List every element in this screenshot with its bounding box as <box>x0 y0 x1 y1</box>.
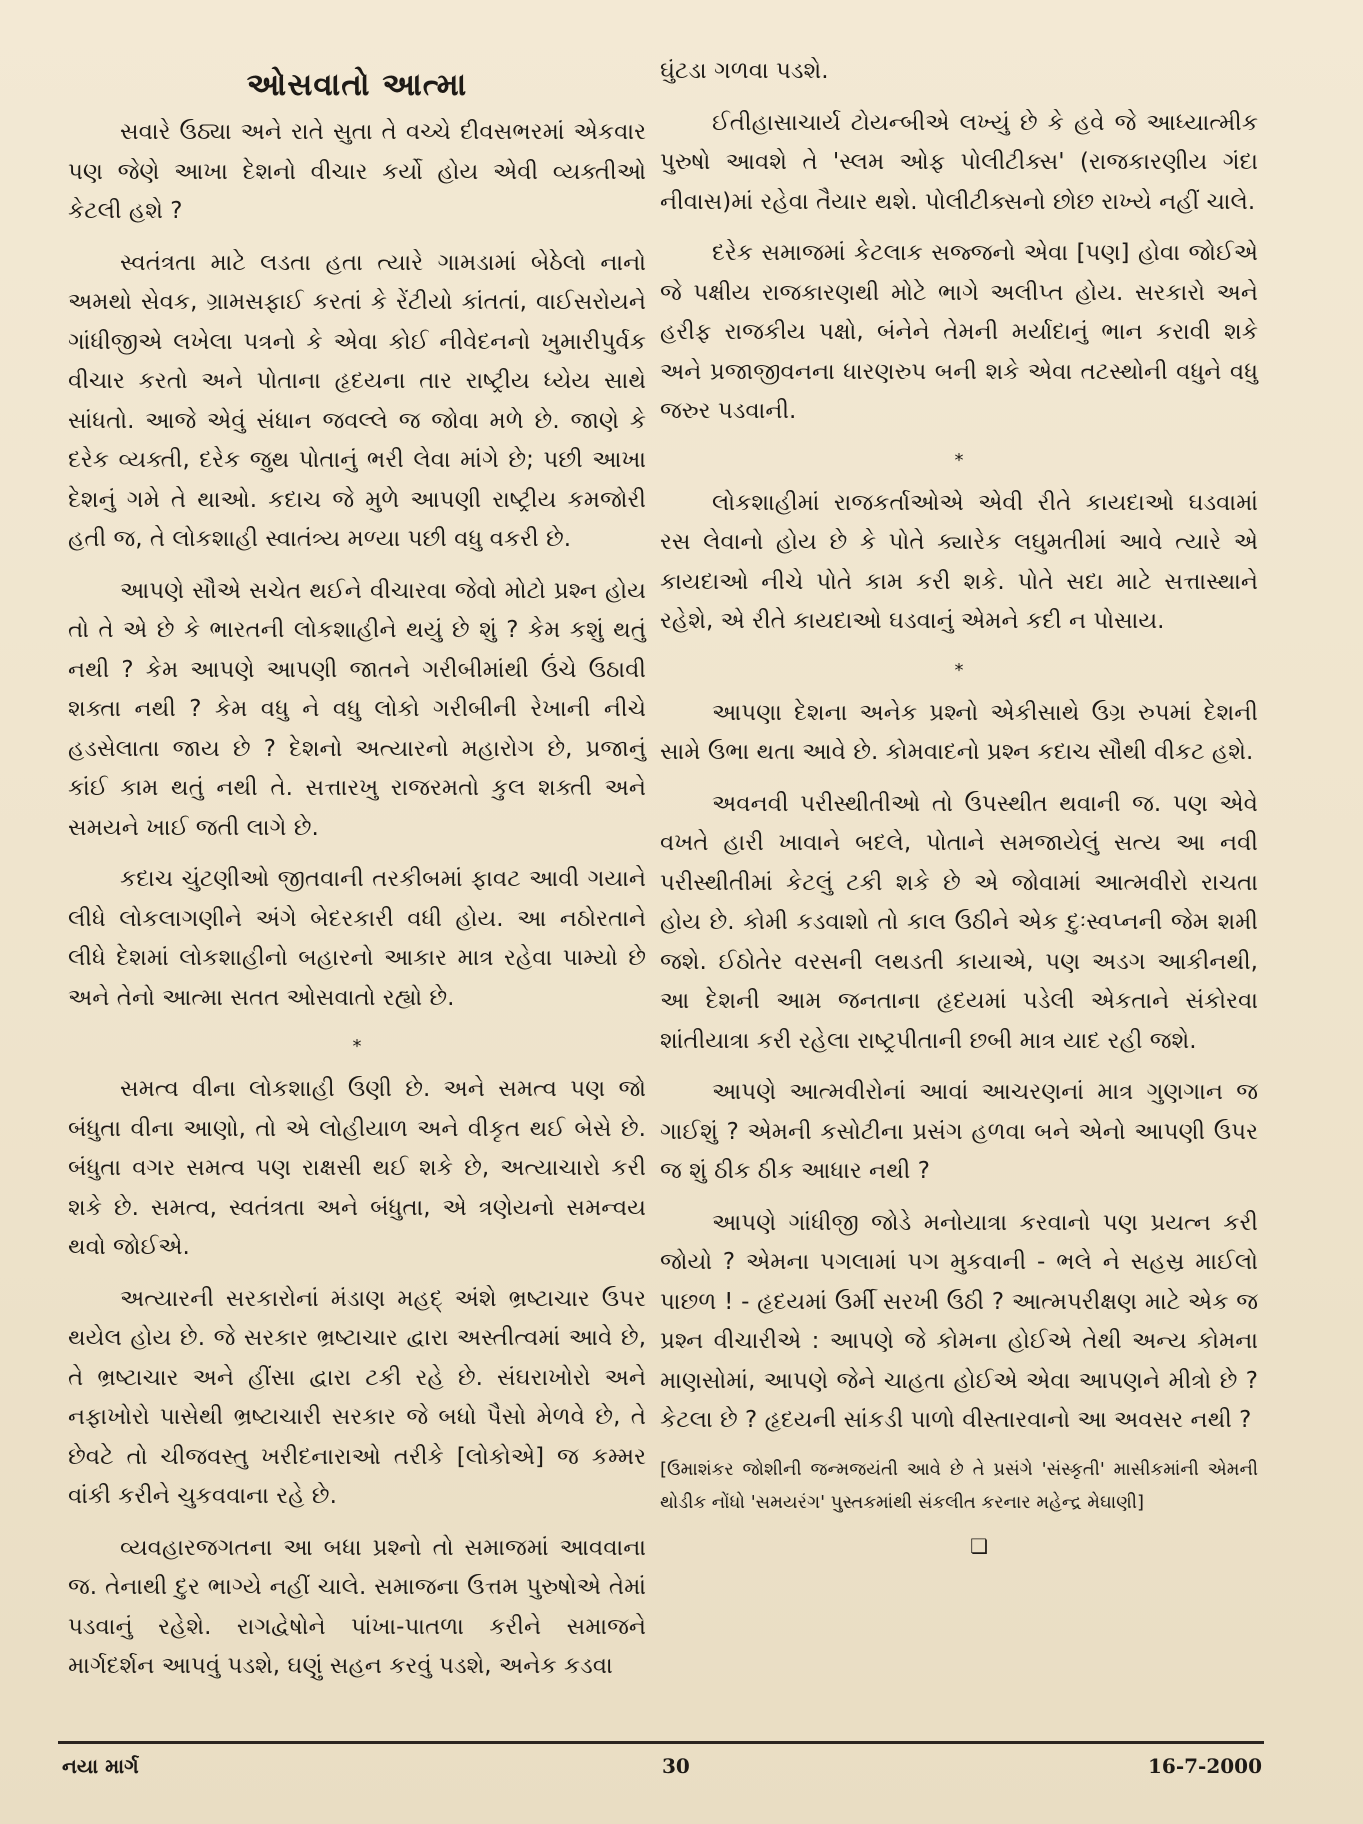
paragraph: દરેક સમાજમાં કેટલાક સજ્જનો એવા [પણ] હોવા જોઈએ જે પક્ષીય રાજકારણથી મોટે ભાગે અલીપ્ત હોય. સરકારો અને હરીફ રાજકીય પક્ષો, બંનેને તેમની મર્યાદાનું ભાન કરાવી શકે અને પ્રજાજીવનના ધારણરુપ બની શકે એવા તટસ્થોની વધુને વધુ જરુર પડવાની. <box>660 240 1258 424</box>
section-separator: * <box>352 1036 362 1057</box>
page-number: 30 <box>662 1754 690 1778</box>
paragraph: સવારે ઉઠ્યા અને રાતે સુતા તે વચ્ચે દીવસભરમાં એકવાર પણ જેણે આખા દેશનો વીચાર કર્યો હોય એવી વ્યક્તીઓ કેટલી હશે ? <box>68 119 646 224</box>
paragraph: અવનવી પરીસ્થીતીઓ તો ઉપસ્થીત થવાની જ. પણ એવે વખતે હારી ખાવાને બદલે, પોતાને સમજાયેલું સત્ય આ નવી પરીસ્થીતીમાં કેટલું ટકી શકે છે એ જોવામાં આત્મવીરો રાચતા હોય છે. કોમી કડવાશો તો કાલ ઉઠીને એક દુઃસ્વપ્નની જેમ શમી જશે. ઈઠોતેર વરસની લથડતી કાયાએ, પણ અડગ આકીનથી, આ દેશની આમ જનતાના હૃદયમાં પડેલી એકતાને સંકોરવા શાંતીયાત્રા કરી રહેલા રાષ્ટ્રપીતાની છબી માત્ર યાદ રહી જશે. <box>660 790 1258 1054</box>
paragraph: આપણે સૌએ સચેત થઈને વીચારવા જેવો મોટો પ્રશ્ન હોય તો તે એ છે કે ભારતની લોકશાહીને થયું છે શું ? કેમ કશું થતું નથી ? કેમ આપણે આપણી જાતને ગરીબીમાંથી ઉંચે ઉઠાવી શક્તા નથી ? કેમ વધુ ને વધુ લોકો ગરીબીની રેખાની નીચે હડસેલાતા જાય છે ? દેશનો અત્યારનો મહારોગ છે, પ્રજાનું કાંઈ કામ થતું નથી તે. સત્તારખુ રાજરમતો કુલ શક્તી અને સમયને ખાઈ જતી લાગે છે. <box>68 577 646 841</box>
issue-date: 16-7-2000 <box>1147 1754 1262 1778</box>
section-separator: * <box>954 659 964 681</box>
end-mark-icon: ❏ <box>970 1533 988 1558</box>
right-column <box>660 52 1258 1561</box>
paragraph: આપણે ગાંધીજી જોડે મનોયાત્રા કરવાનો પણ પ્રયત્ન કરી જોયો ? એમના પગલામાં પગ મુકવાની - ભલે ને સહસ્ર માઈલો પાછળ ! - હૃદયમાં ઉર્મી સરખી ઉઠી ? આત્મપરીક્ષણ માટે એક જ પ્રશ્ન વીચારીએ : આપણે જે કોમના હોઈએ તેથી અન્ય કોમના માણસોમાં, આપણે જેને ચાહતા હોઈએ એવા આપણને મીત્રો છે ? કેટલા છે ? હૃદયની સાંકડી પાળો વીસ્તારવાનો આ અવસર નથી ? <box>660 1209 1258 1433</box>
paragraph: સ્વતંત્રતા માટે લડતા હતા ત્યારે ગામડામાં બેઠેલો નાનો અમથો સેવક, ગ્રામસફાઈ કરતાં કે રેંટીયો કાંતતાં, વાઈસરોયને ગાંધીજીએ લખેલા પત્રનો કે એવા કોઈ નીવેદનનો ખુમારીપુર્વક વીચાર કરતો અને પોતાના હૃદયના તાર રાષ્ટ્રીય ધ્યેય સાથે સાંધતો. આજે એવું સંધાન જવલ્લે જ જોવા મળે છે. જાણે કે દરેક વ્યક્તી, દરેક જુથ પોતાનું ભરી લેવા માંગે છે; પછી આખા દેશનું ગમે તે થાઓ. કદાચ જે મુળે આપણી રાષ્ટ્રીય કમજોરી હતી જ, તે લોકશાહી સ્વાતંત્ર્ય મળ્યા પછી વધુ વકરી છે. <box>68 249 646 552</box>
magazine-name: નયા માર્ગ <box>62 1754 139 1778</box>
paragraph: લોકશાહીમાં રાજકર્તાઓએ એવી રીતે કાયદાઓ ઘડવામાં રસ લેવાનો હોય છે કે પોતે ક્યારેક લઘુમતીમાં આવે ત્યારે એ કાયદાઓ નીચે પોતે કામ કરી શકે. પોતે સદા માટે સત્તાસ્થાને રહેશે, એ રીતે કાયદાઓ ઘડવાનું એમને કદી ન પોસાય. <box>660 489 1258 634</box>
paragraph: કદાચ ચુંટણીઓ જીતવાની તરકીબમાં ફાવટ આવી ગયાને લીધે લોકલાગણીને અંગે બેદરકારી વધી હોય. આ નઠોરતાને લીધે દેશમાં લોકશાહીનો બહારનો આકાર માત્ર રહેવા પામ્યો છે અને તેનો આત્મા સતત ઓસવાતો રહ્યો છે. <box>68 866 646 1011</box>
paragraph: વ્યવહારજગતના આ બધા પ્રશ્નો તો સમાજમાં આવવાના જ. તેનાથી દુર ભાગ્યે નહીં ચાલે. સમાજના ઉત્તમ પુરુષોએ તેમાં પડવાનું રહેશે. રાગદ્વેષોને પાંખા-પાતળા કરીને સમાજને માર્ગદર્શન આપવું પડશે, ઘણું સહન કરવું પડશે, અનેક કડવા <box>68 1534 646 1679</box>
paragraph: આપણે આત્મવીરોનાં આવાં આચરણનાં માત્ર ગુણગાન જ ગાઈશું ? એમની કસોટીના પ્રસંગ હળવા બને એનો આપણી ઉપર જ શું ઠીક ઠીક આધાર નથી ? <box>660 1079 1258 1184</box>
paragraph: અત્યારની સરકારોનાં મંડાણ મહદ્ અંશે ભ્રષ્ટાચાર ઉપર થયેલ હોય છે. જે સરકાર ભ્રષ્ટાચાર દ્વારા અસ્તીત્વમાં આવે છે, તે ભ્રષ્ટાચાર અને હીંસા દ્વારા ટકી રહે છે. સંઘરાખોરો અને નફાખોરો પાસેથી ભ્રષ્ટાચારી સરકાર જે બધો પૈસો મેળવે છે, તે છેવટે તો ચીજવસ્તુ ખરીદનારાઓ તરીકે [લોકોએ] જ કમ્મર વાંકી કરીને ચુકવવાના રહે છે. <box>68 1285 646 1509</box>
paragraph: સમત્વ વીના લોકશાહી ઉણી છે. અને સમત્વ પણ જો બંધુતા વીના આણો, તો એ લોહીયાળ અને વીકૃત થઈ બેસે છે. બંધુતા વગર સમત્વ પણ રાક્ષસી થઈ શકે છે, અત્યાચારો કરી શકે છે. સમત્વ, સ્વતંત્રતા અને બંધુતા, એ ત્રણેયનો સમન્વય થવો જોઈએ. <box>68 1076 646 1260</box>
left-column <box>68 55 646 1699</box>
page-footer <box>62 1748 1262 1788</box>
paragraph-continuation: ઘુંટડા ગળવા પડશે. <box>660 58 829 84</box>
paragraph: ઈતીહાસાચાર્ય ટોયન્બીએ લખ્યું છે કે હવે જે આધ્યાત્મીક પુરુષો આવશે તે 'સ્લમ ઓફ પોલીટીક્સ' (રાજકારણીય ગંદા નીવાસ)માં રહેવા તૈયાર થશે. પોલીટીક્સનો છોછ રાખ્યે નહીં ચાલે. <box>660 109 1258 215</box>
paragraph: આપણા દેશના અનેક પ્રશ્નો એકીસાથે ઉગ્ર રુપમાં દેશની સામે ઉભા થતા આવે છે. કોમવાદનો પ્રશ્ન કદાચ સૌથી વીકટ હશે. <box>660 699 1258 765</box>
editor-note: [ઉમાશંકર જોશીની જન્મજયંતી આવે છે તે પ્રસંગે 'સંસ્કૃતી' માસીકમાંની એમની થોડીક નોંધો 'સમયરંગ' પુસ્તકમાંથી સંકલીત કરનાર મહેન્દ્ર મેઘાણી] <box>660 1458 1258 1513</box>
section-separator: * <box>954 449 964 471</box>
footer-rule <box>58 1741 1264 1744</box>
article-title: ઓસવાતો આત્મા <box>246 67 468 103</box>
